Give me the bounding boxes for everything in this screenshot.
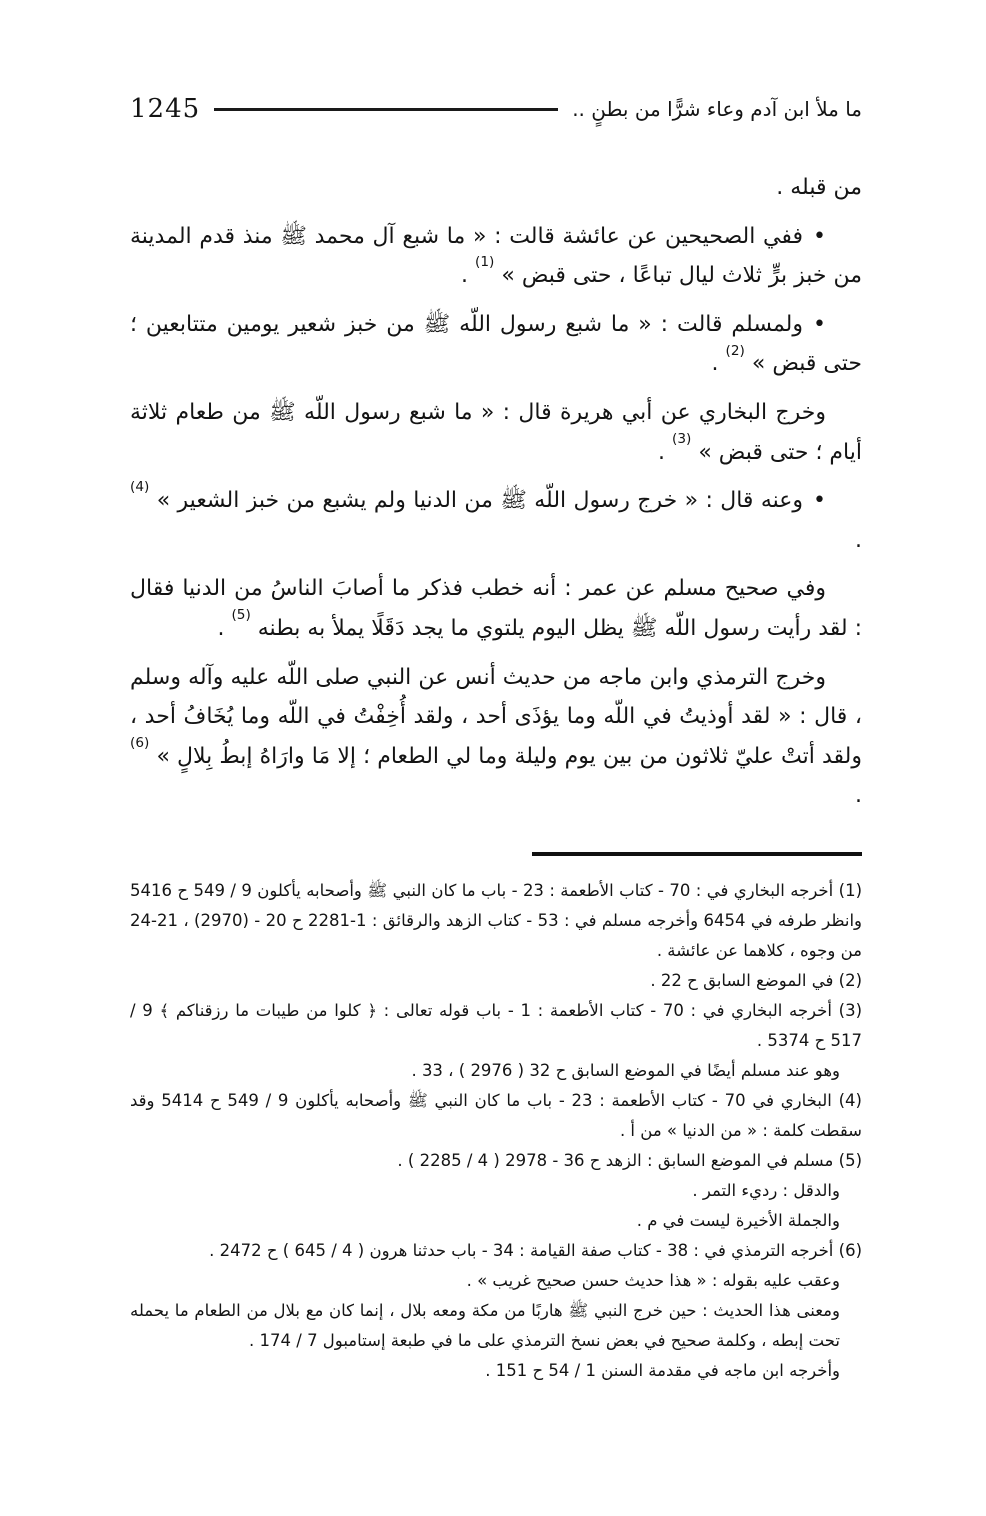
paragraph-tail: .: [711, 351, 726, 377]
paragraph-text: وفي صحيح مسلم عن عمر : أنه خطب فذكر ما أصابَ الناسُ من الدنيا فقال : لقد رأيت رسول اللّه ﷺ يظل اليوم يلتوي ما يجد دَقَلًا يملأ به بطنه: [130, 576, 862, 641]
body-paragraph: [130, 217, 862, 296]
footnote-text: والدقل : رديء التمر .: [692, 1181, 840, 1201]
body-paragraph: [130, 658, 862, 816]
footnote-text: والجملة الأخيرة ليست في م .: [636, 1211, 840, 1231]
footnote-marker: (6): [838, 1241, 862, 1261]
footnote-marker: (1): [838, 880, 862, 900]
footnote-item: [130, 966, 862, 996]
bullet-marker: •: [813, 311, 826, 337]
paragraph-text: ففي الصحيحين عن عائشة قالت : « ما شبع آل محمد ﷺ منذ قدم المدينة من خبز برٍّ ثلاث ليال تباعًا ، حتى قبض »: [130, 223, 862, 289]
body-paragraph: [130, 168, 862, 208]
footnote-text: وهو عند مسلم أيضًا في الموضع السابق ح 32 ( 2976 ) ، 33 .: [411, 1061, 840, 1080]
header-rule: [214, 108, 558, 111]
paragraph-tail: .: [461, 263, 476, 289]
footnote-item: [130, 1146, 862, 1176]
footnote-text: في الموضع السابق ح 22 .: [650, 970, 834, 990]
running-title: ما ملأ ابن آدم وعاء شرًّا من بطنٍ ..: [572, 97, 862, 121]
footnote-ref: (6): [130, 734, 150, 751]
footnote-marker: (3): [838, 1000, 863, 1020]
footnote-text: البخاري في 70 - كتاب الأطعمة : 23 - باب ما كان النبي ﷺ وأصحابه يأكلون 9 / 549 ح 5414 وقد سقطت كلمة : « من الدنيا » من أ .: [130, 1091, 862, 1141]
footnote-text: ومعنى هذا الحديث : حين خرج النبي ﷺ هاربًا من مكة ومعه بلال ، إنما كان مع بلال من الطعام ما يحمله تحت إبطه ، وكلمة صحيح في بعض نسخ الترمذي على ما في طبعة إستامبول 7 / 174 .: [130, 1301, 840, 1351]
paragraph-tail: .: [855, 783, 862, 809]
paragraph-text: من قبله .: [776, 175, 862, 200]
body-paragraph: [130, 481, 862, 560]
footnote-item: [130, 1206, 862, 1236]
footnote-ref: (4): [130, 479, 150, 496]
body-paragraph: [130, 305, 862, 384]
paragraph-text: وخرج الترمذي وابن ماجه من حديث أنس عن النبي صلى اللّه عليه وآله وسلم ، قال : « لقد أوذيتُ في اللّه وما يؤذَى أحد ، ولقد أُخِفْتُ في اللّه وما يُخَافُ أحد ، ولقد أتتْ عليّ ثلاثون من بين يوم وليلة وما لي الطعام ؛ إلا مَا وارَاهُ إبطُ بِلالٍ »: [130, 664, 862, 769]
paragraph-tail: .: [855, 527, 862, 553]
footnote-item: [130, 1056, 862, 1086]
footnote-ref: (3): [672, 430, 692, 447]
body-paragraph: [130, 393, 862, 472]
paragraph-text: وخرج البخاري عن أبي هريرة قال : « ما شبع رسول اللّه ﷺ من طعام ثلاثة أيام ؛ حتى قبض »: [130, 399, 862, 465]
footnote-text: أخرجه البخاري في : 70 - كتاب الأطعمة : 1 - باب قوله تعالى : ﴿ كلوا من طيبات ما رزقناكم ﴾ 9 / 517 ح 5374 .: [130, 1000, 862, 1050]
footnote-item: [130, 1236, 862, 1266]
footnote-item: [130, 996, 862, 1056]
footnote-text: وأخرجه ابن ماجه في مقدمة السنن 1 / 54 ح 151 .: [485, 1361, 840, 1381]
footnote-item: [130, 1296, 862, 1356]
footnote-marker: (4): [838, 1091, 862, 1111]
footnote-text: مسلم في الموضع السابق : الزهد ح 36 - 2978 ( 4 / 2285 ) .: [397, 1151, 834, 1171]
paragraph-text: ولمسلم قالت : « ما شبع رسول اللّه ﷺ من خبز شعير يومين متتابعين ؛ حتى قبض »: [130, 311, 862, 377]
footnote-text: أخرجه البخاري في : 70 - كتاب الأطعمة : 23 - باب ما كان النبي ﷺ وأصحابه يأكلون 9 / 549 ح 5416 وانظر طرفه في 6454 وأخرجه مسلم في : 53 - كتاب الزهد والرقائق : 1-2281 ح 20 - (2970) ، 21-24 من وجوه ، كلاهما عن عائشة .: [130, 880, 863, 960]
footnote-ref: (1): [475, 254, 495, 271]
footnote-ref: (2): [725, 342, 745, 359]
body-text: [130, 168, 862, 816]
footnote-item: [130, 1266, 862, 1296]
paragraph-tail: .: [217, 615, 232, 641]
footnote-item: [130, 876, 862, 966]
footnote-marker: (5): [838, 1151, 862, 1171]
bullet-marker: •: [813, 488, 826, 514]
footnote-text: أخرجه الترمذي في : 38 - كتاب صفة القيامة : 34 - باب حدثنا هرون ( 4 / 645 ) ح 2472 .: [209, 1241, 834, 1261]
footnote-item: [130, 1356, 862, 1386]
footnote-ref: (5): [231, 607, 251, 624]
footnotes-section: [130, 876, 862, 1386]
page-header: [130, 94, 862, 124]
footnote-text: وعقب عليه بقوله : « هذا حديث حسن صحيح غريب » .: [466, 1271, 840, 1291]
footnote-marker: (2): [838, 970, 862, 990]
body-paragraph: [130, 569, 862, 648]
paragraph-text: وعنه قال : « خرج رسول اللّه ﷺ من الدنيا ولم يشبع من خبز الشعير »: [156, 488, 804, 514]
bullet-marker: •: [813, 223, 826, 249]
paragraph-tail: .: [658, 439, 672, 465]
footnote-separator: [532, 852, 862, 856]
page-number: 1245: [130, 94, 201, 124]
footnote-item: [130, 1086, 862, 1146]
footnote-item: [130, 1176, 862, 1206]
